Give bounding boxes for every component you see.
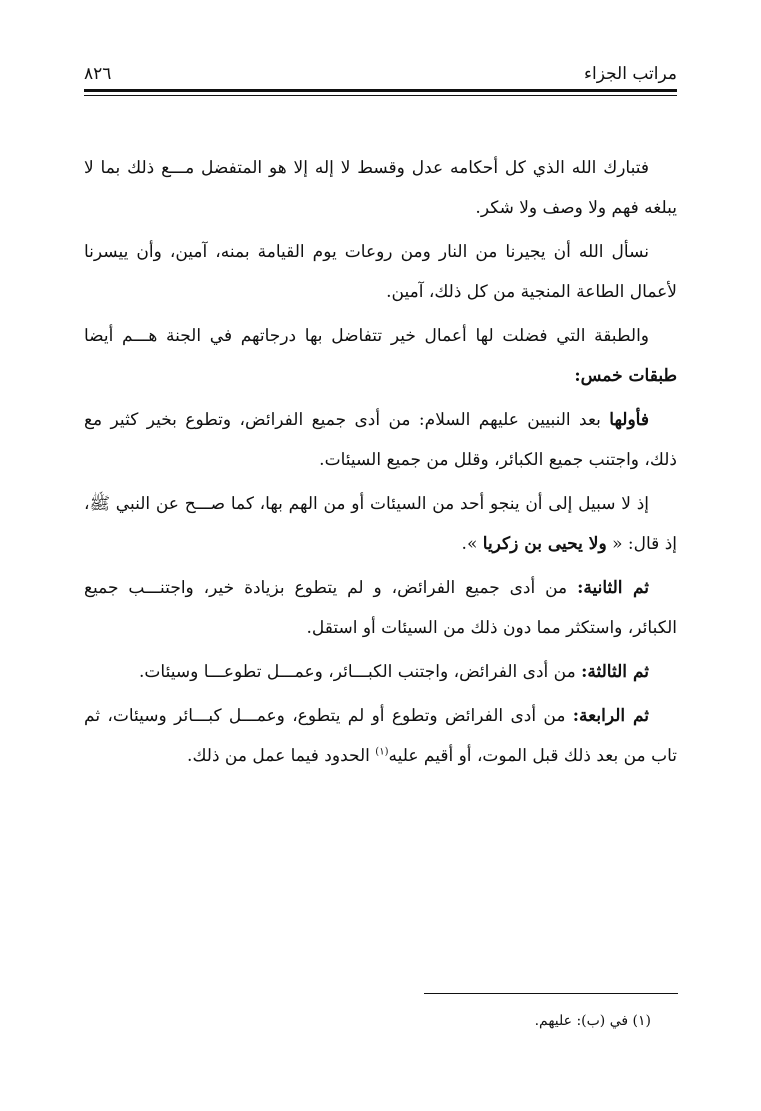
paragraph-6: ثم الثانية: من أدى جميع الفرائض، و لم يتطوع بزيادة خير، واجتنـــب جميع الكبائر، واستكثر مما دون ذلك من السيئات أو استقل.: [84, 578, 677, 638]
book-title: مراتب الجزاء: [583, 64, 677, 84]
paragraph-2: نسأل الله أن يجيرنا من النار ومن روعات يوم القيامة بمنه، آمين، وأن ييسرنا لأعمال الطاعة المنجية من كل ذلك، آمين.: [84, 242, 677, 302]
footnote-separator: [424, 993, 678, 994]
hadith-quote: ولا يحيى بن زكريا: [482, 534, 607, 554]
page-header: [84, 58, 677, 84]
header-rule-thick: [84, 89, 677, 92]
second-class-lead: ثم الثانية:: [577, 578, 649, 598]
header-rule-thin: [84, 95, 677, 96]
footnote: (١) في (ب): عليهم.: [534, 1013, 651, 1029]
paragraph-8: ثم الرابعة: من أدى الفرائض وتطوع أو لم يتطوع، وعمـــل كبـــائر وسيئات، ثم تاب من بعد ذلك قبل الموت، أو أقيم عليه$^{(١)}$ الحدود فيما عمل من ذلك.: [84, 706, 677, 766]
paragraph-7: ثم الثالثة: من أدى الفرائض، واجتنب الكبـــائر، وعمـــل تطوعـــا وسيئات.: [139, 662, 649, 682]
paragraph-3: والطبقة التي فضلت لها أعمال خير تتفاضل بها درجاتهم في الجنة هـــم أيضا طبقات خمس:: [84, 326, 677, 386]
paragraph-4: فأولها بعد النبيين عليهم السلام: من أدى جميع الفرائض، وتطوع بخير كثير مع ذلك، واجتنب جميع الكبائر، وقلل من جميع السيئات.: [84, 410, 677, 470]
paragraph-1: فتبارك الله الذي كل أحكامه عدل وقسط لا إله إلا هو المتفضل مـــع ذلك بما لا يبلغه فهم ولا وصف ولا شكر.: [84, 158, 677, 218]
first-class-lead: فأولها: [609, 410, 649, 430]
main-text: [84, 148, 677, 776]
footnote-marker: (١): [375, 746, 389, 758]
page-number: ٨٢٦: [84, 64, 112, 84]
third-class-lead: ثم الثالثة:: [581, 662, 649, 682]
five-classes-heading: طبقات خمس:: [574, 366, 677, 386]
paragraph-5: إذ لا سبيل إلى أن ينجو أحد من السيئات أو من الهم بها، كما صـــح عن النبي ﷺ، إذ قال: « ولا يحيى بن زكريا ».: [84, 494, 677, 554]
fourth-class-lead: ثم الرابعة:: [572, 706, 649, 726]
